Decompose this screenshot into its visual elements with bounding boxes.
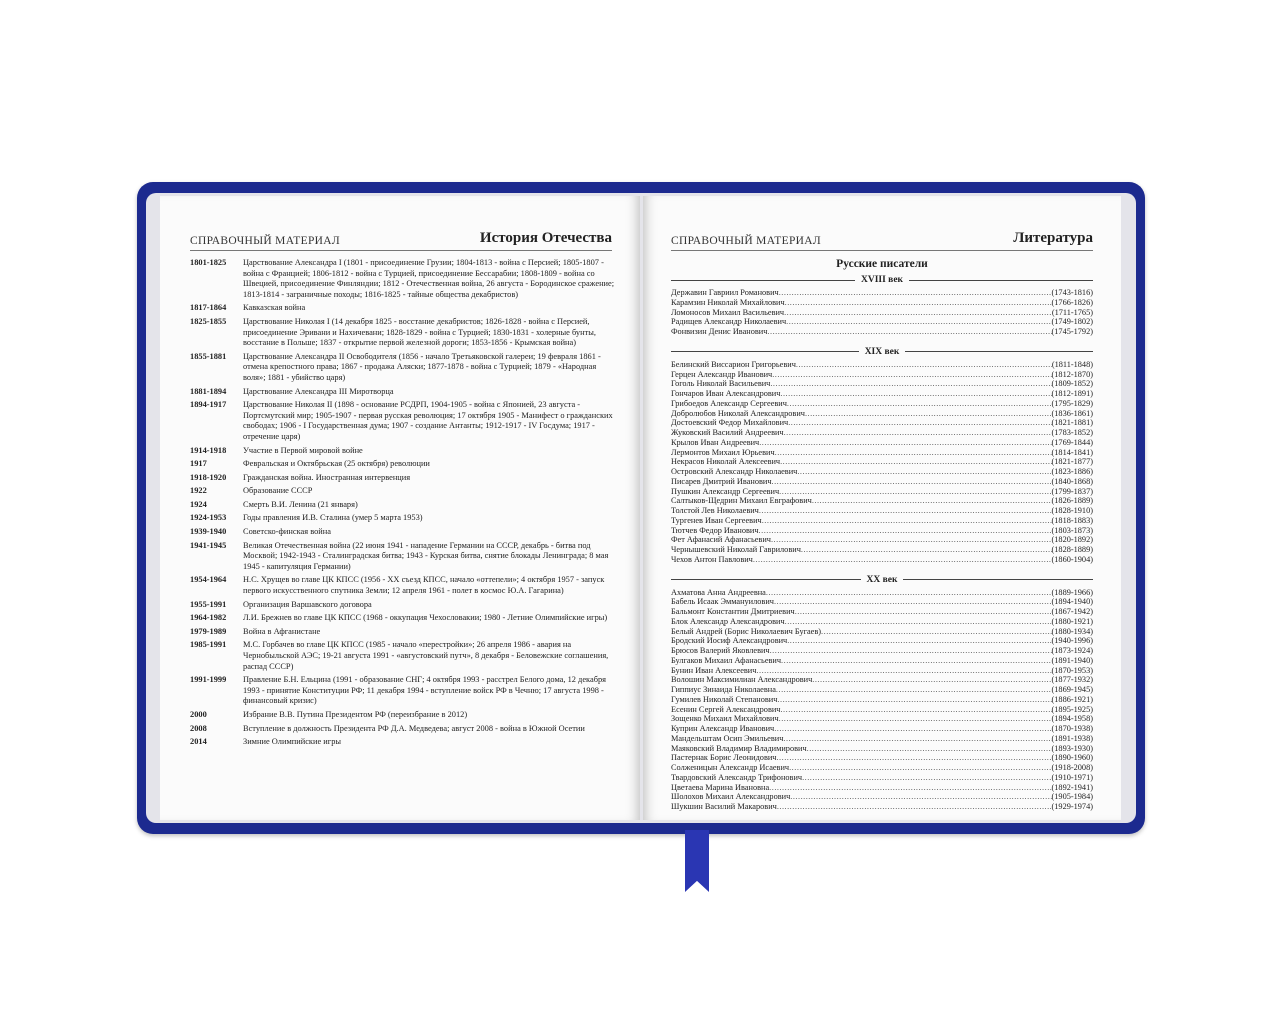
dot-leader	[784, 428, 1052, 438]
timeline-text: Смерть В.И. Ленина (21 января)	[243, 499, 358, 509]
writer-row	[671, 617, 1093, 627]
dot-leader	[774, 597, 1052, 607]
dot-leader	[766, 588, 1052, 598]
timeline-row	[190, 613, 620, 624]
dot-leader	[775, 448, 1052, 458]
timeline-year: 1979-1989	[190, 626, 227, 636]
writer-years: (1769-1844)	[1051, 437, 1093, 447]
century-rule	[903, 579, 1093, 580]
writer-row	[671, 734, 1093, 744]
timeline-text: Правление Б.Н. Ельцина (1991 - образование СНГ; 4 октября 1993 - расстрел Белого дома, 12 декабря 1993 - принятие Конституции РФ; 11 декабря 1994 - вступление войск РФ в Чечню; 17 августа 1998 - финансовый кризис)	[243, 675, 606, 706]
dot-leader	[812, 496, 1052, 506]
writer-years: (1890-1960)	[1051, 753, 1093, 763]
writer-name: Державин Гавриил Романович	[671, 288, 779, 297]
timeline-year: 1817-1864	[190, 303, 227, 313]
writers-list	[671, 258, 1093, 812]
dot-leader	[776, 753, 1051, 763]
writer-name: Бабель Исаак Эммануилович	[671, 597, 774, 607]
timeline-text: Избрание В.В. Путина Президентом РФ (переизбрание в 2012)	[243, 709, 468, 719]
writer-name: Крылов Иван Андреевич	[671, 437, 760, 447]
writer-years: (1870-1938)	[1051, 724, 1093, 733]
writer-name: Герцен Александр Иванович	[671, 369, 773, 379]
timeline-text: Царствование Николая I (14 декабря 1825 - восстание декабристов; 1826-1828 - война с Персией, присоединение Эривани и Нахичевани; 1828-1829 - война с Турцией; 1830-1831 - холерные бунты, восстание в Польше; 1837 - открытие первой железной дороги; 1853-1856 - Крымская война)	[243, 316, 596, 348]
history-timeline	[190, 258, 620, 751]
writer-name: Булгаков Михаил Афанасьевич	[671, 655, 782, 665]
timeline-text: Война в Афганистане	[243, 626, 321, 636]
timeline-row	[190, 446, 620, 457]
dot-leader	[771, 535, 1052, 545]
timeline-year: 2000	[190, 709, 207, 719]
writer-row	[671, 773, 1093, 783]
century-label: XVIII век	[861, 275, 904, 285]
timeline-year: 2014	[190, 737, 207, 747]
writer-name: Лермонтов Михаил Юрьевич	[671, 447, 775, 457]
writer-years: (1745-1792)	[1051, 327, 1093, 336]
timeline-row	[190, 541, 620, 573]
timeline-year: 1939-1940	[190, 527, 227, 537]
dot-leader	[787, 636, 1051, 646]
writer-row	[671, 428, 1093, 438]
timeline-row	[190, 387, 620, 398]
bookmark-ribbon[interactable]	[685, 830, 709, 892]
timeline-row	[190, 627, 620, 638]
timeline-year: 2008	[190, 723, 207, 733]
writer-row	[671, 744, 1093, 754]
dot-leader	[772, 370, 1051, 380]
writer-name: Брюсов Валерий Яковлевич	[671, 646, 770, 655]
dot-leader	[801, 545, 1052, 555]
group-spacer	[671, 337, 1093, 346]
timeline-text: Организация Варшавского договора	[243, 599, 372, 609]
dot-leader	[777, 695, 1051, 705]
dot-leader	[796, 360, 1052, 370]
century-label: XX век	[866, 574, 898, 585]
dot-leader	[759, 438, 1051, 448]
timeline-row	[190, 486, 620, 497]
writer-row	[671, 496, 1093, 506]
timeline-text: М.С. Горбачев во главе ЦК КПСС (1985 - начало «перестройки»; 26 апреля 1986 - авария на Чернобыльской АЭС; 19-21 августа 1991 - «августовский путч», 8 декабря - Беловежские соглашения, распад СССР)	[243, 640, 609, 671]
writer-row	[671, 438, 1093, 448]
dot-leader	[812, 675, 1051, 685]
left-header-section: СПРАВОЧНЫЙ МАТЕРИАЛ	[190, 235, 340, 247]
writer-years: (1910-1971)	[1051, 772, 1093, 782]
century-rule	[905, 351, 1093, 352]
timeline-row	[190, 459, 620, 470]
right-page-header	[671, 230, 1093, 251]
writer-years: (1812-1891)	[1051, 389, 1093, 398]
writer-name: Ломоносов Михаил Васильевич	[671, 307, 785, 317]
dot-leader	[774, 724, 1051, 734]
writer-row	[671, 588, 1093, 598]
century-rule	[909, 280, 1093, 281]
writer-name: Гончаров Иван Александрович	[671, 389, 781, 398]
writer-row	[671, 783, 1093, 793]
writer-name: Есенин Сергей Александрович	[671, 704, 781, 714]
writer-name: Твардовский Александр Трифонович	[671, 772, 803, 782]
timeline-text: Царствование Александра I (1801 - присоединение Грузии; 1804-1813 - война с Персией; 1805-1807 - война с Францией; 1806-1812 - война с Турцией, присоединение Бессарабии; 1808-1809 - война со Швецией, присоединение Финляндии; 1812 - Отечественная война, 26 августа - Бородинское сражение; 1813-1814 - заграничные походы; 1816-1825 - тайные общества декабристов)	[243, 258, 615, 299]
writer-name: Белый Андрей (Борис Николаевич Бугаев)	[671, 626, 822, 636]
writer-years: (1711-1765)	[1051, 307, 1093, 317]
dot-leader	[805, 409, 1052, 419]
writer-years: (1811-1848)	[1051, 359, 1093, 369]
timeline-row	[190, 640, 620, 672]
writer-years: (1873-1924)	[1051, 646, 1093, 655]
timeline-year: 1985-1991	[190, 640, 227, 650]
writer-name: Гумилев Николай Степанович	[671, 694, 778, 704]
writer-name: Тургенев Иван Сергеевич	[671, 515, 762, 525]
century-heading	[671, 346, 1093, 358]
writer-years: (1892-1941)	[1051, 782, 1093, 792]
writer-years: (1886-1921)	[1051, 694, 1093, 704]
century-rule	[671, 280, 855, 281]
writer-years: (1795-1829)	[1051, 398, 1093, 408]
writer-row	[671, 714, 1093, 724]
dot-leader	[785, 298, 1052, 308]
timeline-year: 1917	[190, 459, 207, 469]
writer-years: (1880-1921)	[1051, 616, 1093, 626]
writer-name: Островский Александр Николаевич	[671, 467, 798, 476]
timeline-text: Царствование Александра III Миротворца	[243, 386, 394, 396]
writer-years: (1894-1940)	[1051, 597, 1093, 607]
timeline-row	[190, 352, 620, 384]
writer-name: Чехов Антон Павлович	[671, 554, 753, 564]
timeline-row	[190, 258, 620, 300]
writer-years: (1828-1910)	[1051, 506, 1093, 515]
writer-name: Шолохов Михаил Александрович	[671, 792, 791, 802]
writer-years: (1803-1873)	[1051, 525, 1093, 535]
writer-row	[671, 288, 1093, 298]
writer-name: Бунин Иван Алексеевич	[671, 665, 757, 675]
timeline-row	[190, 303, 620, 314]
dot-leader	[772, 477, 1052, 487]
writer-name: Волошин Максимилиан Александрович	[671, 675, 813, 685]
writer-years: (1895-1925)	[1051, 704, 1093, 714]
century-heading	[671, 274, 1093, 286]
writer-years: (1905-1984)	[1051, 792, 1093, 802]
timeline-year: 1924-1953	[190, 513, 227, 523]
writer-name: Тютчев Федор Иванович	[671, 525, 759, 535]
writer-years: (1880-1934)	[1051, 626, 1093, 636]
dot-leader	[779, 487, 1051, 497]
dot-leader	[807, 744, 1052, 754]
dot-leader	[783, 734, 1051, 744]
dot-leader	[790, 792, 1051, 802]
writer-name: Маяковский Владимир Владимирович	[671, 743, 807, 753]
writer-name: Карамзин Николай Михайлович	[671, 297, 785, 307]
timeline-year: 1941-1945	[190, 540, 227, 550]
writer-name: Бродский Иосиф Александрович	[671, 636, 788, 646]
century-rule	[671, 579, 861, 580]
right-header-title: Литература	[1013, 230, 1093, 246]
timeline-text: Участие в Первой мировой войне	[243, 445, 363, 455]
writer-name: Гоголь Николай Васильевич	[671, 379, 771, 389]
dot-leader	[770, 646, 1052, 656]
timeline-text: Великая Отечественная война (22 июня 1941 - нападение Германии на СССР, декабрь - битва под Москвой; 1942-1943 - Сталинградская битва; 1943 - Курская битва, снятие блокады Ленинграда; 8 мая 1945 - капитуляция Германии)	[243, 540, 609, 571]
timeline-row	[190, 400, 620, 442]
writer-years: (1869-1945)	[1051, 685, 1093, 694]
writer-years: (1820-1892)	[1051, 535, 1093, 545]
writer-years: (1821-1881)	[1051, 418, 1093, 428]
timeline-year: 1918-1920	[190, 472, 227, 482]
dot-leader	[770, 379, 1051, 389]
writer-row	[671, 360, 1093, 370]
writer-name: Белинский Виссарион Григорьевич	[671, 359, 796, 369]
writer-years: (1766-1826)	[1051, 297, 1093, 307]
dot-leader	[788, 418, 1051, 428]
writer-years: (1918-2008)	[1051, 763, 1093, 772]
writer-name: Добролюбов Николай Александрович	[671, 408, 805, 418]
writer-name: Чернышевский Николай Гаврилович	[671, 545, 801, 554]
writer-name: Мандельштам Осип Эмильевич	[671, 733, 784, 743]
dot-leader	[776, 685, 1052, 695]
timeline-row	[190, 527, 620, 538]
century-label: XIX век	[864, 346, 900, 357]
writers-title: Русские писатели	[836, 258, 928, 270]
writer-row	[671, 298, 1093, 308]
writer-name: Грибоедов Александр Сергеевич	[671, 398, 787, 408]
writer-row	[671, 724, 1093, 734]
writer-row	[671, 656, 1093, 666]
dot-leader	[756, 666, 1051, 676]
writer-years: (1860-1904)	[1051, 554, 1093, 564]
writer-row	[671, 535, 1093, 545]
writer-row	[671, 646, 1093, 656]
timeline-year: 1825-1855	[190, 316, 227, 326]
timeline-text: Гражданская война. Иностранная интервенция	[243, 472, 411, 482]
writer-name: Гиппиус Зинаида Николаевна	[671, 685, 776, 694]
dot-leader	[786, 317, 1051, 327]
writer-row	[671, 418, 1093, 428]
dot-leader	[780, 389, 1051, 399]
dot-leader	[777, 802, 1052, 812]
writer-row	[671, 487, 1093, 497]
writer-name: Зощенко Михаил Михайлович	[671, 714, 779, 724]
timeline-year: 1991-1999	[190, 675, 227, 685]
writer-row	[671, 477, 1093, 487]
timeline-year: 1914-1918	[190, 445, 227, 455]
timeline-year: 1894-1917	[190, 400, 227, 410]
timeline-text: Кавказская война	[243, 303, 306, 313]
writer-row	[671, 666, 1093, 676]
left-page-header	[190, 230, 612, 251]
dot-leader	[762, 516, 1052, 526]
writer-row	[671, 685, 1093, 695]
writer-name: Толстой Лев Николаевич	[671, 506, 759, 515]
writer-row	[671, 607, 1093, 617]
timeline-text: Л.И. Брежнев во главе ЦК КПСС (1968 - оккупация Чехословакии; 1980 - Летние Олимпийские игры)	[243, 613, 608, 623]
timeline-text: Советско-финская война	[243, 527, 331, 537]
writer-row	[671, 457, 1093, 467]
dot-leader	[753, 555, 1052, 565]
dot-leader	[787, 399, 1052, 409]
writer-name: Фет Афанасий Афанасьевич	[671, 535, 771, 545]
dot-leader	[779, 288, 1052, 298]
writer-name: Пушкин Александр Сергеевич	[671, 486, 780, 496]
writer-row	[671, 370, 1093, 380]
writer-row	[671, 467, 1093, 477]
writer-row	[671, 705, 1093, 715]
timeline-row	[190, 473, 620, 484]
writer-years: (1840-1868)	[1051, 476, 1093, 486]
dot-leader	[779, 714, 1052, 724]
writer-name: Куприн Александр Иванович	[671, 724, 775, 733]
timeline-text: Годы правления И.В. Сталина (умер 5 марта 1953)	[243, 513, 423, 523]
dot-leader	[785, 617, 1052, 627]
timeline-year: 1855-1881	[190, 351, 227, 361]
writer-years: (1743-1816)	[1051, 288, 1093, 297]
writer-name: Некрасов Николай Алексеевич	[671, 457, 781, 467]
writer-years: (1877-1932)	[1051, 675, 1093, 685]
writer-years: (1894-1958)	[1051, 714, 1093, 724]
writer-row	[671, 409, 1093, 419]
dot-leader	[821, 627, 1051, 637]
dot-leader	[795, 607, 1052, 617]
writer-name: Цветаева Марина Ивановна	[671, 782, 770, 792]
writer-row	[671, 636, 1093, 646]
writer-years: (1821-1877)	[1051, 457, 1093, 467]
writer-name: Ахматова Анна Андреевна	[671, 587, 766, 597]
left-header-title: История Отечества	[479, 230, 612, 246]
writer-row	[671, 327, 1093, 337]
timeline-text: Февральская и Октябрьская (25 октября) революции	[243, 459, 430, 469]
writer-name: Бальмонт Константин Дмитриевич	[671, 607, 795, 616]
writer-years: (1814-1841)	[1051, 447, 1093, 457]
writer-row	[671, 448, 1093, 458]
dot-leader	[769, 783, 1051, 793]
writer-row	[671, 555, 1093, 565]
timeline-row	[190, 513, 620, 524]
century-heading	[671, 574, 1093, 586]
timeline-year: 1924	[190, 499, 207, 509]
writer-years: (1836-1861)	[1051, 408, 1093, 418]
writer-years: (1799-1837)	[1051, 486, 1093, 496]
timeline-row	[190, 600, 620, 611]
century-rule	[671, 351, 859, 352]
timeline-text: Царствование Николая II (1898 - основание РСДРП, 1904-1905 - война с Японией, 23 августа - Портсмутский мир; 1905-1907 - первая русская революция; 17 октября 1905 - Манифест о гражданских свободах; 1906 - I Государственная дума; 1907 - создание Антанты; 1912-1917 - IV Госдума; 1917 - отречение царя)	[243, 400, 613, 441]
dot-leader	[759, 506, 1052, 516]
writer-row	[671, 506, 1093, 516]
writer-row	[671, 526, 1093, 536]
writer-name: Писарев Дмитрий Иванович	[671, 476, 772, 486]
dot-leader	[780, 705, 1051, 715]
writer-years: (1893-1930)	[1051, 743, 1093, 753]
timeline-row	[190, 317, 620, 349]
writer-name: Радищев Александр Николаевич	[671, 317, 787, 327]
timeline-year: 1801-1825	[190, 258, 227, 267]
writer-years: (1891-1940)	[1051, 655, 1093, 665]
timeline-text: Образование СССР	[243, 486, 313, 496]
dot-leader	[797, 467, 1051, 477]
timeline-row	[190, 710, 620, 721]
writer-years: (1891-1938)	[1051, 733, 1093, 743]
timeline-row	[190, 724, 620, 735]
timeline-row	[190, 500, 620, 511]
writer-row	[671, 675, 1093, 685]
timeline-year: 1964-1982	[190, 613, 227, 623]
writer-name: Салтыков-Щедрин Михаил Евграфович	[671, 496, 812, 506]
writer-years: (1828-1889)	[1051, 545, 1093, 554]
writer-row	[671, 597, 1093, 607]
writer-row	[671, 399, 1093, 409]
timeline-text: Н.С. Хрущев во главе ЦК КПСС (1956 - XX съезд КПСС, начало «оттепели»; 4 октября 1957 - запуск первого искусственного спутника Земли; 12 апреля 1961 - полет в космос Ю.А. Гагарина)	[243, 575, 605, 596]
timeline-text: Зимние Олимпийские игры	[243, 737, 342, 747]
writer-years: (1940-1996)	[1051, 636, 1093, 646]
timeline-year: 1955-1991	[190, 599, 227, 609]
left-page	[160, 196, 640, 820]
writer-row	[671, 379, 1093, 389]
writer-years: (1867-1942)	[1051, 607, 1093, 616]
group-spacer	[671, 565, 1093, 574]
writer-years: (1823-1886)	[1051, 467, 1093, 476]
writer-name: Жуковский Василий Андреевич	[671, 428, 784, 437]
writer-row	[671, 753, 1093, 763]
timeline-year: 1954-1964	[190, 575, 227, 585]
timeline-text: Царствование Александра II Освободителя (1856 - начало Третьяковской галереи; 19 февраля 1861 - отмена крепостного права; 1867 - продажа Аляски; 1877-1878 - война с Турцией; 1879 - «Народная воля»; 1881 - убийство царя)	[243, 351, 601, 382]
writer-row	[671, 516, 1093, 526]
writer-years: (1809-1852)	[1051, 379, 1093, 389]
writer-years: (1818-1883)	[1051, 515, 1093, 525]
timeline-text: Вступление в должность Президента РФ Д.А. Медведева; август 2008 - война в Южной Осетии	[243, 723, 585, 733]
writer-name: Пастернак Борис Леонидович	[671, 753, 777, 763]
timeline-row	[190, 575, 620, 596]
writer-row	[671, 627, 1093, 637]
writer-years: (1870-1953)	[1051, 665, 1093, 675]
writer-years: (1749-1802)	[1051, 317, 1093, 327]
timeline-year: 1922	[190, 486, 207, 496]
dot-leader	[802, 773, 1051, 783]
writer-groups	[671, 274, 1093, 812]
writer-years: (1812-1870)	[1051, 369, 1093, 379]
writer-years: (1783-1852)	[1051, 428, 1093, 437]
writer-row	[671, 802, 1093, 812]
dot-leader	[780, 457, 1051, 467]
writer-name: Шукшин Василий Макарович	[671, 802, 777, 811]
writer-name: Солженицын Александр Исаевич	[671, 763, 790, 772]
writer-row	[671, 389, 1093, 399]
writer-name: Достоевский Федор Михайлович	[671, 418, 789, 428]
writer-years: (1826-1889)	[1051, 496, 1093, 506]
writer-years: (1889-1966)	[1051, 587, 1093, 597]
dot-leader	[759, 526, 1052, 536]
writer-years: (1929-1974)	[1051, 802, 1093, 811]
writer-row	[671, 308, 1093, 318]
dot-leader	[784, 308, 1052, 318]
timeline-year: 1881-1894	[190, 386, 227, 396]
writer-row	[671, 792, 1093, 802]
writer-name: Блок Александр Александрович	[671, 616, 785, 626]
dot-leader	[789, 763, 1051, 773]
right-header-section: СПРАВОЧНЫЙ МАТЕРИАЛ	[671, 235, 821, 247]
writer-row	[671, 545, 1093, 555]
writer-row	[671, 695, 1093, 705]
timeline-row	[190, 737, 620, 748]
writer-row	[671, 763, 1093, 773]
writer-row	[671, 317, 1093, 327]
dot-leader	[767, 327, 1051, 337]
right-page	[643, 196, 1121, 820]
dot-leader	[781, 656, 1051, 666]
writer-name: Фонвизин Денис Иванович	[671, 327, 768, 336]
timeline-row	[190, 675, 620, 707]
